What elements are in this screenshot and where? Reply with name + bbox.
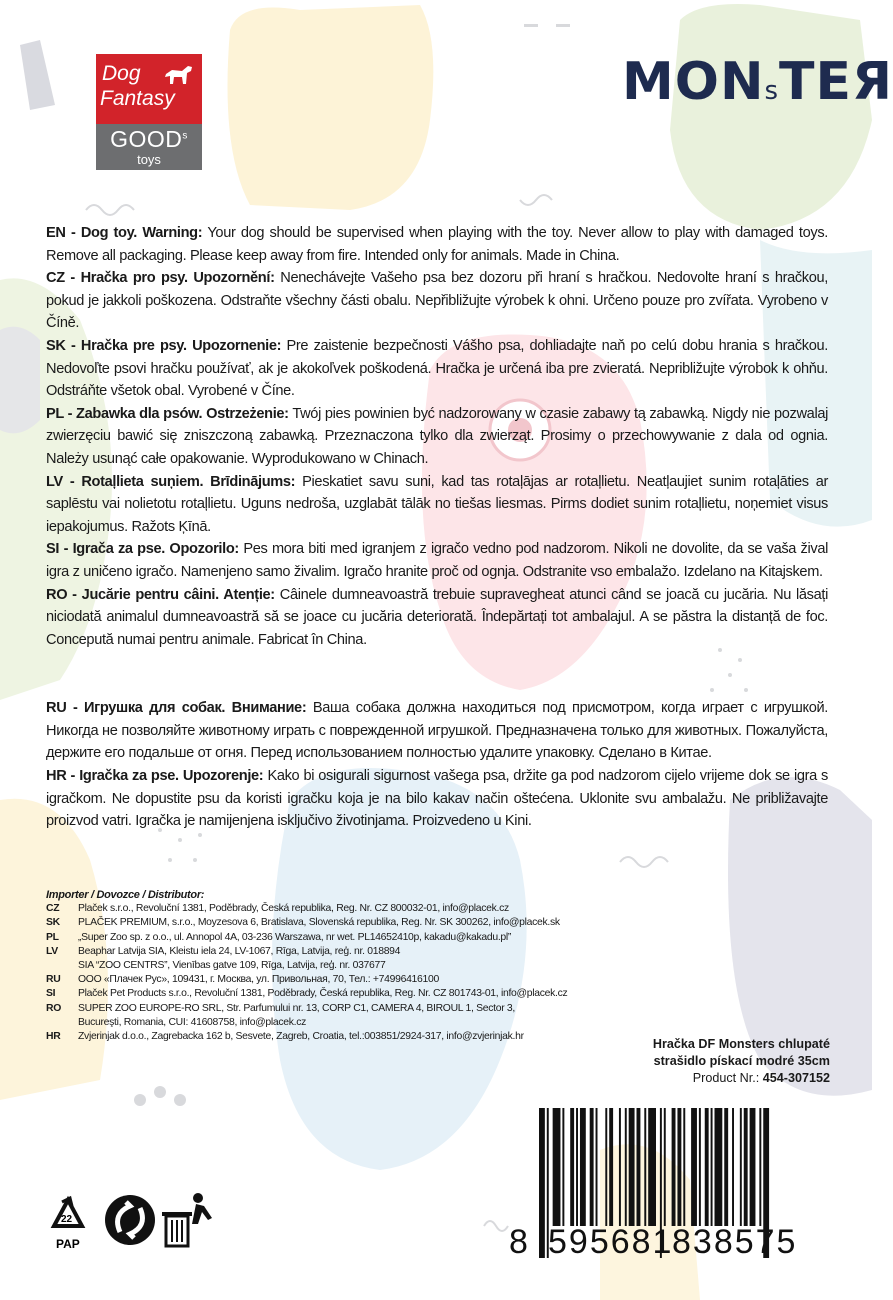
monster-brand-logo: MONsTEЯ <box>622 52 893 112</box>
barcode-digits-right: 838575 <box>672 1223 798 1261</box>
goods-text: GOOD$^s$ <box>110 126 188 152</box>
barcode-bar <box>672 1108 676 1226</box>
barcode-bar <box>570 1108 574 1226</box>
svg-text:PAP: PAP <box>56 1237 80 1251</box>
importer-row: Bucureşti, Romania, CUI: 41608758, info@placek.cz <box>78 1016 307 1028</box>
barcode-bar <box>683 1108 685 1226</box>
barcode-bar <box>744 1108 748 1226</box>
logo-line-dog: Dog <box>102 62 141 85</box>
product-name-line1: Hračka DF Monsters chlupaté <box>652 1037 830 1051</box>
importer-row: SIA “ZOO CENTRS”, Vienības gatve 109, Rīga, Latvija, reģ. nr. 037677 <box>78 960 386 972</box>
barcode-bar <box>637 1108 641 1226</box>
barcode-bar <box>562 1108 564 1226</box>
importer-heading: Importer / Dovozce / Distributor: <box>46 889 205 901</box>
barcode-bar <box>609 1108 613 1226</box>
barcode-bar <box>699 1108 701 1226</box>
barcode-bar <box>629 1108 635 1226</box>
product-name-line2: strašidlo pískací modré 35cm <box>653 1054 830 1068</box>
barcode-bar <box>711 1108 713 1226</box>
warning-pl: PL - Zabawka dla psów. Ostrzeżenie: Twój pies powinien być nadzorowany w czasie zabawy tą zabawką. Nigdy nie pozwalaj zwierzęciu bawić się zniszczoną zabawką. Przeznaczona tylko dla zwierząt. Prosimy o przechowywanie z dala od ognia. Należy usunąć całe opakowanie. Wyprodukowano w Chinach. <box>46 405 828 467</box>
barcode-bar <box>619 1108 621 1226</box>
barcode-bar <box>590 1108 594 1226</box>
barcode-bar <box>580 1108 586 1226</box>
barcode-bar <box>759 1108 761 1226</box>
importer-row: LV Beaphar Latvija SIA, Kleistu iela 24, LV-1067, Rīga, Latvija, reģ. nr. 018894 <box>46 945 401 957</box>
warning-texts <box>46 222 828 833</box>
warning-sk: SK - Hračka pre psy. Upozornenie: Pre zaistenie bezpečnosti Vášho psa, dohliadajte naň po celú dobu hrania s hračkou. Nedovoľte psovi hračku používať, ak je akokoľvek poškodená. Hračka je určená iba pre zvieratá. Nepribližujte výrobok k ohňu. Odstráňte všetok obal. Vyrobené v Číne. <box>46 337 828 400</box>
barcode-bar <box>553 1108 561 1226</box>
barcode-bar <box>715 1108 723 1226</box>
barcode-bar <box>539 1108 545 1258</box>
barcode-bar <box>664 1108 666 1226</box>
warning-lv: LV - Rotaļlieta suņiem. Brīdinājums: Pieskatiet savu suni, kad tas rotaļājas ar rotaļlietu. Neatļaujiet sunim rotaļāties ar saplēstu vai nolietotu rotaļlietu. Uguns nedroša, uzglabāt tālāk no tiešas liesmas. Pirms dodiet sunim rotaļlietu, noņemiet visus iepakojumus. Ražots Ķīnā. <box>46 473 828 535</box>
barcode-bar <box>648 1108 656 1226</box>
barcode-bar <box>740 1108 742 1226</box>
barcode-digits-left: 595681 <box>548 1223 674 1261</box>
barcode-bar <box>625 1108 627 1226</box>
warning-si: SI - Igrača za pse. Opozorilo: Pes mora biti med igranjem z igračo vedno pod nadzorom. Nikoli ne dovolite, da se vaša žival igra z uničeno igračo. Namenjeno samo živalim. Igračo hranite proč od ognja. Odstranite vso embalažo. Izdelano na Kitajskem. <box>46 541 829 580</box>
importer-list <box>46 888 626 1044</box>
barcode-bar <box>705 1108 709 1226</box>
toys-text: toys <box>137 152 161 167</box>
barcode-bar <box>732 1108 734 1226</box>
logo-line-fantasy: Fantasy <box>100 87 175 110</box>
importer-row: SK PLAČEK PREMIUM, s.r.o., Moyzesova 6, Bratislava, Slovenská republika, Reg. Nr. SK 300262, info@placek.sk <box>46 917 560 929</box>
warning-ru: RU - Игрушка для собак. Внимание: Ваша собака должна находиться под присмотром, когда играет с игрушкой. Никогда не позволяйте животному играть с поврежденной игрушкой. Предназначена только для животных. Пожалуйста, держите его подальше от огня. Перед использованием полностью удалите упаковку. Сделано в Китае. <box>46 700 828 762</box>
svg-text:22: 22 <box>61 1214 73 1225</box>
importer-row: CZ Plaček s.r.o., Revoluční 1381, Poděbrady, Česká republika, Reg. Nr. CZ 800032-01, info@placek.cz <box>46 903 509 915</box>
barcode-bar <box>691 1108 697 1226</box>
importer-row: RO SUPER ZOO EUROPE-RO SRL, Str. Parfumului nr. 13, CORP C1, CAMERA 4, BIROUL 1, Sector 3, <box>46 1002 516 1014</box>
recycling-icons <box>40 1190 220 1256</box>
barcode-bar <box>596 1108 598 1226</box>
dog-fantasy-logo <box>96 54 202 124</box>
barcode-bar <box>677 1108 681 1226</box>
dog-icon <box>162 60 196 88</box>
barcode-bar <box>750 1108 756 1226</box>
importer-row: RU ООО «Плачек Рус», 109431, г. Москва, ул. Привольная, 70, Тел.: +74996416100 <box>46 974 439 986</box>
barcode-bar <box>644 1108 646 1226</box>
spacer <box>46 651 828 697</box>
goods-toys-logo <box>96 124 202 170</box>
product-info <box>653 1036 830 1087</box>
importer-row: SI Plaček Pet Products s.r.o., Revoluční 1381, Poděbrady, Česká republika, Reg. Nr. CZ 801743-01, info@placek.cz <box>46 988 568 1000</box>
barcode-bar <box>605 1108 607 1226</box>
green-dot-icon <box>105 1195 155 1245</box>
tidyman-bin-icon <box>162 1193 212 1246</box>
barcode-bar <box>576 1108 578 1226</box>
recycle-pap-icon <box>54 1198 82 1251</box>
importer-row: HR Zvjerinjak d.o.o., Zagrebacka 162 b, Sesvete, Zagreb, Croatia, tel.:003851/2924-317, info@zvjerinjak.hr <box>46 1031 524 1043</box>
warning-cz: CZ - Hračka pro psy. Upozornění: Nenechávejte Vašeho psa bez dozoru při hraní s hračkou. Nedovolte hraní s hračkou, pokud je jakkoli poškozena. Odstraňte všechny části obalu. Nepřibližujte výrobek k ohni. Určeno pouze pro zvířata. Vyrobeno v Číně. <box>46 270 828 332</box>
warning-ro: RO - Jucărie pentru câini. Atenție: Câinele dumneavoastră trebuie supravegheat atunci când se joacă cu jucăria. Nu lăsați niciodată animalul dumneavoastră să se joace cu jucăria deteriorată. Îndepărtați tot ambalajul. A se păstra la distanță de foc. Concepută numai pentru animale. Fabricat în China. <box>46 586 828 648</box>
product-number: Product Nr.: 454-307152 <box>692 1071 830 1085</box>
warning-en: EN - Dog toy. Warning: Your dog should be supervised when playing with the toy. Never allow to play with damaged toys. Remove all packaging. Please keep away from fire. Intended only for animals. Made in China. <box>46 225 828 264</box>
warning-hr: HR - Igračka za pse. Upozorenje: Kako bi osigurali sigurnost vašega psa, držite ga pod nadzorom cijelo vrijeme dok se igra s igračkom. Ne dopustite psu da koristi igračku koja je na bilo kakav način oštećena. Uklonite svu ambalažu. Ne približavajte proizvod vatri. Igračka je namijenjena isključivo životinjama. Proizvedeno u Kini. <box>46 768 829 830</box>
barcode-bar <box>724 1108 728 1226</box>
importer-row: PL „Super Zoo sp. z o.o., ul. Annopol 4A, 03-236 Warszawa, nr wet. PL14652410p, kakadu@kakadu.pl” <box>46 931 512 943</box>
barcode-digit-first: 8 <box>509 1223 530 1261</box>
